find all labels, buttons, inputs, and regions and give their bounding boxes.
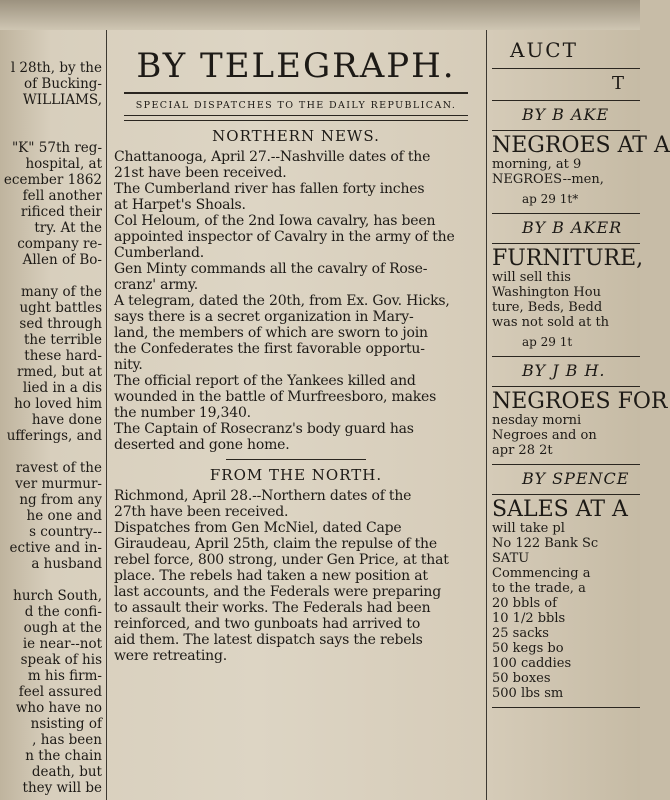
auction-notice-date: ap 29 1t*	[522, 192, 579, 206]
article-line: Col Heloum, of the 2nd Iowa cavalry, has been	[114, 213, 436, 229]
auction-notice-line: will take pl	[492, 521, 565, 536]
left-column-line: ecember 1862	[3, 172, 102, 188]
section-heading-northern-news: NORTHERN NEWS.	[212, 127, 380, 145]
auction-notice-line: Negroes and on	[492, 428, 597, 443]
left-column-line: , has been	[32, 732, 102, 748]
article-line: at Harpet's Shoals.	[114, 197, 246, 213]
article-line: nity.	[114, 357, 143, 373]
auction-notice-line: SATU	[492, 551, 530, 566]
article-line: land, the members of which are sworn to join	[114, 325, 428, 341]
left-column-line: sed through	[19, 316, 102, 332]
left-column-line	[0, 444, 102, 460]
article-line: were retreating.	[114, 648, 227, 664]
masthead-rule	[124, 92, 468, 94]
auction-notice-line: will sell this	[492, 270, 571, 285]
column-rule-left	[106, 30, 107, 800]
left-column-line: "K" 57th reg-	[11, 140, 102, 156]
left-column-line: they will be	[22, 780, 102, 796]
auction-notice-line: morning, at 9	[492, 157, 582, 172]
left-column-line: l 28th, by the	[10, 60, 102, 76]
article-line: Cumberland.	[114, 245, 204, 261]
auction-notice-rule	[492, 386, 640, 387]
auction-notice-line: ture, Beds, Bedd	[492, 300, 603, 315]
left-column-line: s country--	[29, 524, 102, 540]
left-column-line	[0, 572, 102, 588]
left-column-line: lied in a dis	[22, 380, 102, 396]
left-column-line: these hard-	[24, 348, 102, 364]
left-column-line: d the confi-	[24, 604, 102, 620]
auction-notice-heading: BY SPENCE	[522, 469, 630, 488]
article-line: Giraudeau, April 25th, claim the repulse of the	[114, 536, 437, 552]
auction-notices	[492, 105, 670, 708]
auction-notice-line: NEGROES--men,	[492, 172, 604, 187]
auction-notice-rule	[492, 243, 640, 244]
auction-notice-divider	[492, 464, 640, 465]
left-column-line: ught battles	[19, 300, 102, 316]
article-line: rebel force, 800 strong, under Gen Price, at that	[114, 552, 449, 568]
left-column-line: hospital, at	[25, 156, 102, 172]
article-line: 21st have been received.	[114, 165, 287, 181]
left-column-line	[0, 268, 102, 284]
left-column-line: many of the	[21, 284, 102, 300]
left-column-line: ough at the	[23, 620, 102, 636]
left-column-line: feel assured	[18, 684, 102, 700]
auction-rule-2	[492, 100, 640, 101]
auction-notice	[492, 469, 640, 708]
article-northern-news	[114, 149, 478, 453]
left-column-line: ufferings, and	[6, 428, 102, 444]
left-column-line: rmed, but at	[17, 364, 102, 380]
auction-notice-divider	[492, 356, 640, 357]
auction-rule	[492, 68, 640, 69]
left-column	[0, 60, 102, 800]
article-line: the number 19,340.	[114, 405, 251, 421]
auction-notice	[492, 361, 668, 465]
subhead-rule	[124, 115, 468, 116]
article-line: last accounts, and the Federals were preparing	[114, 584, 441, 600]
main-column	[114, 34, 478, 800]
auction-header: AUCT	[510, 38, 578, 62]
auction-notice-heading: BY B AKER	[522, 218, 623, 237]
left-column-line: ver murmur-	[15, 476, 102, 492]
left-column-line: death, but	[31, 764, 102, 780]
auction-notice-line: 100 caddies	[492, 656, 572, 671]
article-line: The official report of the Yankees killed and	[114, 373, 416, 389]
auction-notice-line: 50 boxes	[492, 671, 551, 686]
auction-notice-divider	[492, 707, 640, 708]
article-line: Richmond, April 28.--Northern dates of the	[114, 488, 412, 504]
left-column-line: ie near--not	[22, 636, 102, 652]
auction-notice-rule	[492, 494, 640, 495]
left-column-line	[0, 124, 102, 140]
auction-notice	[492, 105, 670, 214]
left-column-line: ective and in-	[9, 540, 102, 556]
section-divider	[226, 459, 366, 460]
left-column-text	[0, 60, 102, 796]
left-column-line: ho loved him	[14, 396, 102, 412]
article-line: 27th have been received.	[114, 504, 289, 520]
auction-notice-line: Washington Hou	[492, 285, 601, 300]
auction-notice-divider	[492, 213, 640, 214]
masthead-subhead: SPECIAL DISPATCHES TO THE DAILY REPUBLICAN.	[135, 100, 457, 111]
left-column-line: hurch South,	[13, 588, 102, 604]
auction-header-letter: T	[612, 73, 626, 94]
article-line: A telegram, dated the 20th, from Ex. Gov. Hicks,	[114, 293, 450, 309]
left-column-line: ravest of the	[15, 460, 102, 476]
article-line: Chattanooga, April 27.--Nashville dates of the	[114, 149, 431, 165]
auction-notice	[492, 218, 644, 357]
left-column-line: a husband	[31, 556, 102, 572]
article-line: deserted and gone home.	[114, 437, 290, 453]
right-column	[492, 34, 670, 800]
article-line: The Captain of Rosecranz's body guard has	[114, 421, 414, 437]
left-column-line: of Bucking-	[24, 76, 102, 92]
auction-notice-heading: BY B AKE	[522, 105, 610, 124]
article-line: Dispatches from Gen McNiel, dated Cape	[114, 520, 402, 536]
left-column-line: nsisting of	[30, 716, 102, 732]
column-rule-right	[486, 30, 487, 800]
left-column-line: ng from any	[19, 492, 102, 508]
auction-notice-line: No 122 Bank Sc	[492, 536, 599, 551]
section-heading-from-the-north: FROM THE NORTH.	[209, 466, 383, 484]
auction-notice-line: 20 bbls of	[492, 596, 557, 611]
masthead: BY TELEGRAPH.	[136, 46, 456, 86]
article-line: aid them. The latest dispatch says the rebels	[114, 632, 423, 648]
article-line: the Confederates the first favorable opportu-	[114, 341, 425, 357]
auction-notice-line: was not sold at th	[492, 315, 610, 330]
left-column-line: try. At the	[34, 220, 102, 236]
auction-notice-rule	[492, 130, 640, 131]
article-line: wounded in the battle of Murfreesboro, makes	[114, 389, 437, 405]
left-column-line: he one and	[26, 508, 102, 524]
subhead-rule-2	[124, 120, 468, 121]
auction-notice-line: NEGROES AT A	[492, 133, 670, 158]
article-line: place. The rebels had taken a new position at	[114, 568, 428, 584]
auction-notice-line: apr 28 2t	[492, 443, 553, 458]
left-column-line: the terrible	[24, 332, 102, 348]
auction-notice-line: 500 lbs sm	[492, 686, 564, 701]
auction-notice-line: SALES AT A	[492, 497, 628, 522]
article-from-the-north	[114, 488, 478, 664]
left-column-line: company re-	[17, 236, 102, 252]
article-line: Gen Minty commands all the cavalry of Rose-	[114, 261, 428, 277]
article-line: to assault their works. The Federals had been	[114, 600, 431, 616]
page-fold-shadow	[0, 0, 640, 30]
auction-notice-line: 10 1/2 bbls	[492, 611, 566, 626]
article-line: The Cumberland river has fallen forty inches	[114, 181, 425, 197]
auction-notice-line: NEGROES FOR	[492, 389, 668, 414]
auction-notice-heading: BY J B H.	[522, 361, 606, 380]
article-line: says there is a secret organization in Mary-	[114, 309, 414, 325]
left-column-line	[0, 108, 102, 124]
auction-notice-line: FURNITURE,	[492, 246, 644, 271]
left-column-line: have done	[31, 412, 102, 428]
auction-notice-line: 25 sacks	[492, 626, 549, 641]
left-column-line: who have no	[15, 700, 102, 716]
auction-notice-line: 50 kegs bo	[492, 641, 564, 656]
article-line: reinforced, and two gunboats had arrived to	[114, 616, 421, 632]
auction-notice-date: ap 29 1t	[522, 335, 573, 349]
left-column-line: m his firm-	[27, 668, 102, 684]
article-line: cranz' army.	[114, 277, 198, 293]
left-column-line: rificed their	[20, 204, 102, 220]
auction-notice-line: nesday morni	[492, 413, 582, 428]
left-column-line: Allen of Bo-	[22, 252, 102, 268]
auction-notice-line: Commencing a	[492, 566, 591, 581]
auction-notice-line: to the trade, a	[492, 581, 586, 596]
article-line: appointed inspector of Cavalry in the army of the	[114, 229, 455, 245]
left-column-line: speak of his	[20, 652, 102, 668]
left-column-line: fell another	[22, 188, 102, 204]
left-column-line: n the chain	[25, 748, 102, 764]
left-column-line: WILLIAMS,	[22, 92, 102, 108]
